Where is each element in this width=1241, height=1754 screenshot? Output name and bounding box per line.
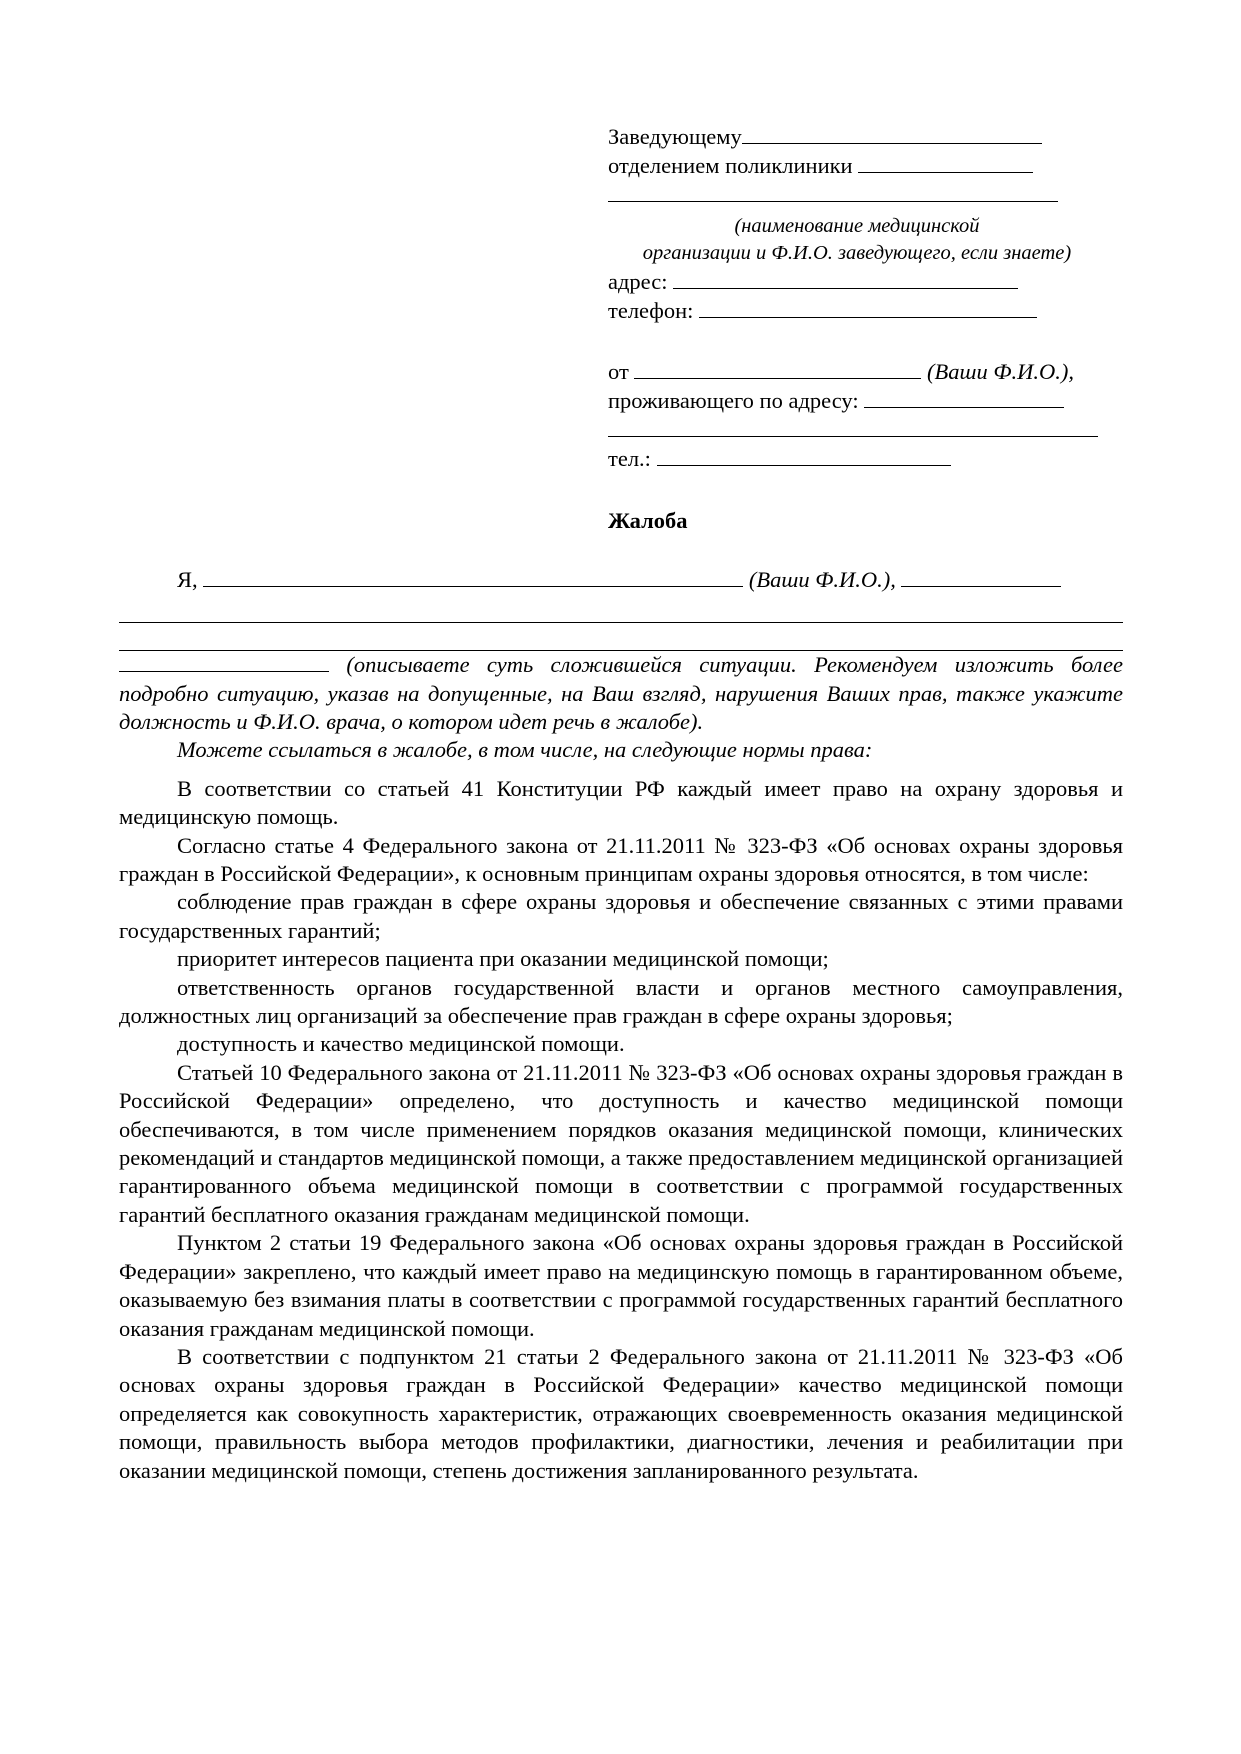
addressee-line-3	[608, 180, 1128, 209]
sender-name-hint: (Ваши Ф.И.О.),	[927, 359, 1074, 384]
paragraph-9: В соответствии с подпунктом 21 статьи 2 Федерального закона от 21.11.2011 № 323-ФЗ «Об основах охраны здоровья граждан в Российской Федерации» качество медицинской помощи определяется как совокупность характеристик, отражающих своевременность оказания медицинской помощи, правильность выбора методов профилактики, диагностики, лечения и реабилитации при оказании медицинской помощи, степень достижения запланированного результата.	[119, 1343, 1123, 1483]
phone-field[interactable]	[699, 297, 1037, 318]
organization-hint: (наименование медицинской организации и Ф.И.О. заведующего, если знаете)	[642, 215, 1072, 264]
paragraph-2: Согласно статье 4 Федерального закона от 21.11.2011 № 323-ФЗ «Об основах охраны здоровья граждан в Российской Федерации», к основным принципам охраны здоровья относятся, в том числе:	[119, 832, 1123, 887]
blank-field[interactable]	[608, 181, 1058, 202]
situation-line-2[interactable]	[119, 623, 1123, 651]
residing-line-2	[608, 415, 1128, 444]
situation-field[interactable]	[119, 651, 329, 672]
paragraph-5: ответственность органов государственной власти и органов местного самоуправления, должностных лиц организаций за обеспечение прав граждан в сфере охраны здоровья;	[119, 974, 1123, 1029]
situation-paragraph	[119, 651, 1123, 736]
intro-line	[119, 566, 1123, 594]
address-field[interactable]	[673, 268, 1018, 289]
paragraph-6: доступность и качество медицинской помощи.	[177, 1031, 625, 1057]
to-label: Заведующему	[608, 124, 742, 149]
address-line	[608, 267, 1128, 296]
residing-address-field[interactable]	[864, 387, 1064, 408]
contact-block	[608, 267, 1128, 325]
situation-hint: (описываете суть сложившейся ситуации. Рекомендуем изложить более подробно ситуацию, указав на допущенные, на Ваш взгляд, нарушения Ваших прав, также укажите должность и Ф.И.О. врача, о котором идет речь в жалобе).	[119, 652, 1124, 734]
from-label: от	[608, 359, 629, 384]
tel-line	[608, 444, 1128, 473]
paragraph-1: В соответствии со статьей 41 Конституции РФ каждый имеет право на охрану здоровья и медицинскую помощь.	[119, 775, 1123, 830]
address-label: адрес:	[608, 269, 668, 294]
i-label: Я,	[177, 567, 198, 592]
addressee-block	[608, 122, 1128, 209]
blank-field[interactable]	[858, 152, 1033, 173]
complainant-name-field[interactable]	[203, 566, 743, 587]
norms-hint: Можете ссылаться в жалобе, в том числе, на следующие нормы права:	[177, 737, 873, 763]
addressee-line-2	[608, 151, 1128, 180]
tel-label: тел.:	[608, 446, 651, 471]
complainant-name-hint: (Ваши Ф.И.О.),	[748, 567, 896, 592]
document-title: Жалоба	[608, 508, 688, 533]
addressee-line-1	[608, 122, 1128, 151]
tel-field[interactable]	[657, 445, 951, 466]
paragraph-4: приоритет интересов пациента при оказании медицинской помощи;	[177, 946, 829, 972]
phone-line	[608, 296, 1128, 325]
paragraph-3: соблюдение прав граждан в сфере охраны здоровья и обеспечение связанных с этими правами государственных гарантий;	[119, 889, 1123, 943]
department-label: отделением поликлиники	[608, 153, 853, 178]
sender-block	[608, 357, 1128, 473]
residing-label: проживающего по адресу:	[608, 388, 859, 413]
complaint-body	[119, 566, 1123, 1485]
phone-label: телефон:	[608, 298, 694, 323]
sender-name-field[interactable]	[634, 358, 921, 379]
blank-field[interactable]	[608, 416, 1098, 437]
situation-line-1[interactable]	[119, 594, 1123, 622]
blank-field[interactable]	[742, 123, 1042, 144]
paragraph-7: Статьей 10 Федерального закона от 21.11.2011 № 323-ФЗ «Об основах охраны здоровья граждан в Российской Федерации» определено, что доступность и качество медицинской помощи обеспечиваются, в том числе применением порядков оказания медицинской помощи, клинических рекомендаций и стандартов медицинской помощи, а также предоставлением медицинской организацией гарантированного объема медицинской помощи в соответствии с программой государственных гарантий бесплатного оказания гражданам медицинской помощи.	[119, 1059, 1124, 1227]
residing-line	[608, 386, 1128, 415]
from-line	[608, 357, 1128, 386]
paragraph-8: Пунктом 2 статьи 19 Федерального закона «Об основах охраны здоровья граждан в Российской Федерации» закреплено, что каждый имеет право на медицинскую помощь в гарантированном объеме, оказываемую без взимания платы в соответствии с программой государственных гарантий бесплатного оказания гражданам медицинской помощи.	[119, 1230, 1123, 1341]
blank-field[interactable]	[901, 566, 1061, 587]
